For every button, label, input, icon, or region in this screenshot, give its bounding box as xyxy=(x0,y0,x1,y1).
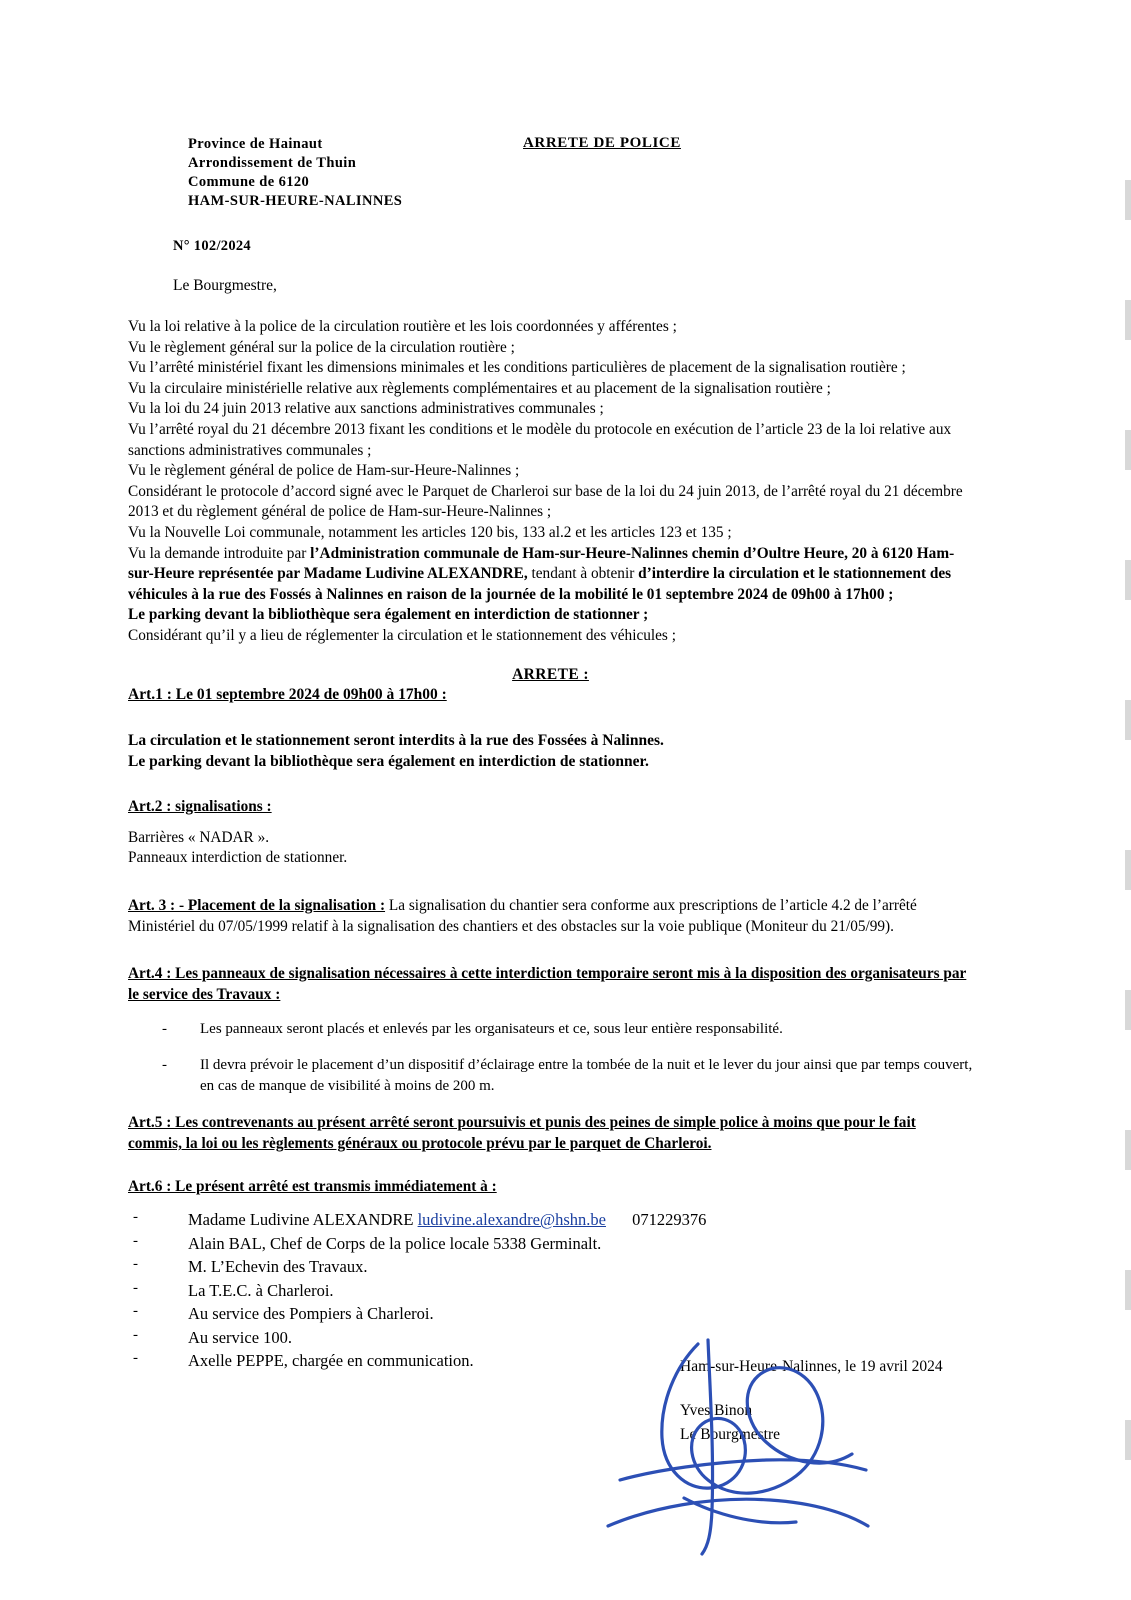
signature-block xyxy=(680,1355,943,1447)
authority-line-3: Commune de 6120 xyxy=(188,174,310,190)
signature-name: Yves Binon xyxy=(680,1402,753,1419)
dash-icon: - xyxy=(133,1256,138,1273)
recipient-name: Alain BAL, Chef de Corps de la police locale 5338 Germinalt. xyxy=(188,1233,602,1253)
vu-paragraph-3: Vu l’arrêté ministériel fixant les dimensions minimales et les conditions particulières de placement de la signalisation routière ; xyxy=(128,359,906,377)
article-4-heading: Art.4 : Les panneaux de signalisation nécessaires à cette interdiction temporaire seront mis à la disposition des organisateurs par le service des Travaux : xyxy=(128,964,967,1003)
article-3-paragraph xyxy=(128,895,973,937)
authority-line-1: Province de Hainaut xyxy=(188,136,323,152)
document-title: ARRETE DE POLICE xyxy=(523,135,681,151)
page-edge-marks xyxy=(1123,0,1131,1600)
demande-middle: tendant à obtenir xyxy=(527,565,639,583)
dash-icon: - xyxy=(133,1279,138,1296)
authority-line-4: HAM-SUR-HEURE-NALINNES xyxy=(188,193,403,209)
article-4-bullet-1: Les panneaux seront placés et enlevés par les organisateurs et ce, sous leur entière responsabilité. xyxy=(200,1020,783,1037)
article-2-body xyxy=(128,828,973,869)
demande-prefix: Vu la demande introduite par xyxy=(128,544,311,562)
recipient-name: Madame Ludivine ALEXANDRE xyxy=(188,1210,414,1230)
vu-paragraph-9: Vu la Nouvelle Loi communale, notamment les articles 120 bis, 133 al.2 et les articles 123 et 135 ; xyxy=(128,523,732,541)
recipient-phone: 071229376 xyxy=(632,1210,707,1230)
article-6-recipients xyxy=(128,1208,973,1373)
demande-applicant: l’Administration communale de Ham-sur-Heure-Nalinnes chemin d’Oultre Heure, 20 à 6120 Ham-sur-Heure représentée par Madame Ludivine ALEXANDRE, xyxy=(128,544,955,583)
article-6-heading: Art.6 : Le présent arrêté est transmis immédiatement à : xyxy=(128,1178,497,1196)
document-header xyxy=(128,135,973,211)
vu-paragraph-4: Vu la circulaire ministérielle relative aux règlements complémentaires et au placement de la signalisation routière ; xyxy=(128,379,831,397)
dash-icon: - xyxy=(133,1326,138,1343)
list-item xyxy=(128,1208,973,1232)
article-4-bullet-2: Il devra prévoir le placement d’un dispositif d’éclairage entre la tombée de la nuit et le lever du jour ainsi que par temps couvert, en cas de manque de visibilité à moins de 200 m. xyxy=(200,1057,973,1094)
vu-paragraph-7: Vu le règlement général de police de Ham-sur-Heure-Nalinnes ; xyxy=(128,462,520,480)
article-1-body-line-1: La circulation et le stationnement seront interdits à la rue des Fossées à Nalinnes. xyxy=(128,731,664,749)
dash-icon: - xyxy=(162,1057,167,1074)
article-2-body-line-1: Barrières « NADAR ». xyxy=(128,828,270,846)
list-item xyxy=(128,1055,973,1096)
dash-icon: - xyxy=(133,1303,138,1320)
signatory-intro: Le Bourgmestre, xyxy=(173,277,277,294)
article-1-heading: Art.1 : Le 01 septembre 2024 de 09h00 à 17h00 : xyxy=(128,685,447,703)
recipient-name: Axelle PEPPE, chargée en communication. xyxy=(188,1351,474,1371)
list-item xyxy=(128,1019,973,1040)
article-2-heading: Art.2 : signalisations : xyxy=(128,797,272,815)
recipient-email-link[interactable]: ludivine.alexandre@hshn.be xyxy=(417,1210,606,1230)
recipient-name: La T.E.C. à Charleroi. xyxy=(188,1280,334,1300)
dash-icon: - xyxy=(133,1350,138,1367)
dash-icon: - xyxy=(162,1020,167,1037)
vu-paragraph-5: Vu la loi du 24 juin 2013 relative aux sanctions administratives communales ; xyxy=(128,400,604,418)
recipient-name: M. L’Echevin des Travaux. xyxy=(188,1257,368,1277)
article-5-heading: Art.5 : Les contrevenants au présent arrêté seront poursuivis et punis des peines de simple police à moins que pour le fait commis, la loi ou les règlements généraux ou protocole prévu par le parquet de Charleroi. xyxy=(128,1114,916,1153)
recipient-name: Au service des Pompiers à Charleroi. xyxy=(188,1304,434,1324)
list-item xyxy=(128,1302,973,1326)
document-body xyxy=(128,135,973,1373)
article-1-body xyxy=(128,730,973,772)
preamble-paragraphs xyxy=(128,317,973,647)
arrete-label: ARRETE : xyxy=(512,665,589,683)
demande-paragraph xyxy=(128,544,973,606)
list-item xyxy=(128,1326,973,1350)
demande-parking-line: Le parking devant la bibliothèque sera également en interdiction de stationner ; xyxy=(128,606,649,624)
demande-object: d’interdire la circulation et le stationnement des véhicules à la rue des Fossés à Nalinnes en raison de la journée de la mobilité le 01 septembre 2024 de 09h00 à 17h00 ; xyxy=(128,565,952,603)
vu-paragraph-6: Vu l’arrêté royal du 21 décembre 2013 fixant les conditions et le modèle du protocole en exécution de l’article 23 de la loi relative aux sanctions administratives communales ; xyxy=(128,420,952,459)
article-2-body-line-2: Panneaux interdiction de stationner. xyxy=(128,849,348,867)
signature-place-date: Ham-sur-Heure-Nalinnes, le 19 avril 2024 xyxy=(680,1358,943,1375)
dash-icon: - xyxy=(133,1232,138,1249)
article-4-bullets xyxy=(128,1019,973,1097)
document-number: N° 102/2024 xyxy=(173,238,251,254)
vu-paragraph-8: Considérant le protocole d’accord signé avec le Parquet de Charleroi sur base de la loi du 24 juin 2013, de l’arrêté royal du 21 décembre 2013 et du règlement général de police de Ham-sur-Heure-Nalinnes ; xyxy=(128,482,963,521)
considerant-paragraph: Considérant qu’il y a lieu de réglementer la circulation et le stationnement des véhicules ; xyxy=(128,626,676,644)
list-item xyxy=(128,1232,973,1256)
article-3-body: La signalisation du chantier sera conforme aux prescriptions de l’article 4.2 de l’arrêté Ministériel du 07/05/1999 relatif à la signalisation des chantiers et des obstacles sur la voie publique (Moniteur du 21/05/99). xyxy=(128,896,917,935)
recipient-name: Au service 100. xyxy=(188,1327,293,1347)
article-1-body-line-2: Le parking devant la bibliothèque sera également en interdiction de stationner. xyxy=(128,752,649,770)
signature-role: Le Bourgmestre xyxy=(680,1426,781,1443)
article-3-heading: Art. 3 : - Placement de la signalisation : xyxy=(128,896,386,914)
list-item xyxy=(128,1279,973,1303)
authority-line-2: Arrondissement de Thuin xyxy=(188,155,357,171)
vu-paragraph-1: Vu la loi relative à la police de la circulation routière et les lois coordonnées y afférentes ; xyxy=(128,318,677,335)
list-item xyxy=(128,1255,973,1279)
dash-icon: - xyxy=(133,1209,138,1226)
vu-paragraph-2: Vu le règlement général sur la police de la circulation routière ; xyxy=(128,338,515,356)
